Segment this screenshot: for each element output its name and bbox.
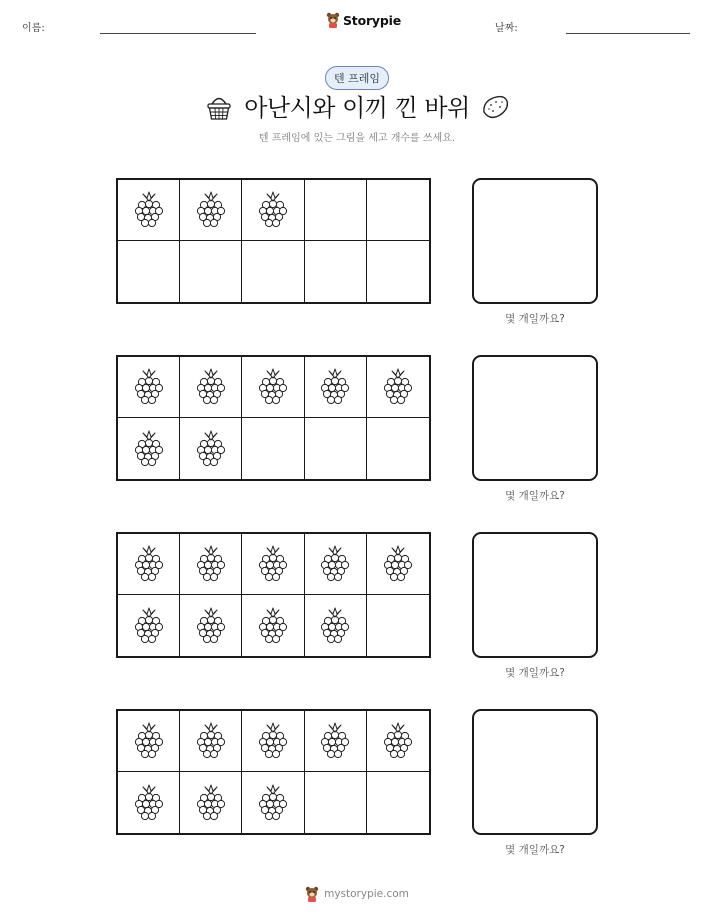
frame-cell [367, 772, 429, 833]
frame-cell [118, 241, 180, 302]
frame-cell [180, 180, 242, 241]
frame-cell [367, 534, 429, 595]
raspberry-icon [131, 784, 167, 822]
raspberry-icon [380, 368, 416, 406]
answer-box[interactable] [472, 709, 598, 835]
frame-cell [118, 595, 180, 656]
date-line[interactable] [566, 33, 690, 34]
question-label: 몇 개일까요? [505, 313, 565, 325]
frame-cell [180, 534, 242, 595]
frame-cell [367, 357, 429, 418]
worksheet-title: 아난시와 이끼 낀 바위 [244, 94, 470, 122]
raspberry-icon [317, 722, 353, 760]
ten-frame [116, 355, 431, 481]
raspberry-icon [131, 191, 167, 229]
question-label: 몇 개일까요? [505, 844, 565, 856]
rock-icon [480, 92, 510, 122]
frame-cell [180, 241, 242, 302]
raspberry-icon [193, 607, 229, 645]
raspberry-icon [255, 545, 291, 583]
raspberry-icon [317, 368, 353, 406]
ten-frame [116, 532, 431, 658]
frame-cell [305, 418, 367, 479]
frame-cell [367, 241, 429, 302]
frame-cell [367, 711, 429, 772]
frame-cell [118, 180, 180, 241]
date-label: 날짜: [495, 23, 518, 34]
frame-cell [305, 595, 367, 656]
raspberry-icon [255, 722, 291, 760]
brand-logo [326, 12, 401, 28]
frame-cell [180, 711, 242, 772]
footer [0, 886, 714, 902]
raspberry-icon [131, 368, 167, 406]
frame-cell [242, 180, 304, 241]
raspberry-icon [380, 545, 416, 583]
answer-box[interactable] [472, 178, 598, 304]
frame-cell [118, 711, 180, 772]
raspberry-icon [193, 430, 229, 468]
question-label: 몇 개일까요? [505, 667, 565, 679]
raspberry-icon [131, 607, 167, 645]
frame-cell [305, 180, 367, 241]
brand-name: Storypie [343, 12, 401, 28]
answer-box[interactable] [472, 355, 598, 481]
raspberry-icon [193, 368, 229, 406]
frame-cell [305, 772, 367, 833]
frame-cell [180, 595, 242, 656]
frame-cell [242, 711, 304, 772]
frame-cell [305, 357, 367, 418]
question-label: 몇 개일까요? [505, 490, 565, 502]
answer-box[interactable] [472, 532, 598, 658]
frame-cell [242, 418, 304, 479]
frame-cell [305, 711, 367, 772]
raspberry-icon [131, 430, 167, 468]
raspberry-icon [317, 545, 353, 583]
frame-cell [118, 772, 180, 833]
ten-frame [116, 709, 431, 835]
instructions: 텐 프레임에 있는 그림을 세고 개수를 쓰세요. [258, 133, 456, 144]
topic-badge: 텐 프레임 [325, 66, 389, 90]
raspberry-icon [193, 545, 229, 583]
footer-url[interactable]: mystorypie.com [324, 888, 409, 900]
frame-cell [242, 595, 304, 656]
raspberry-icon [255, 191, 291, 229]
frame-cell [242, 772, 304, 833]
raspberry-icon [193, 722, 229, 760]
frame-cell [118, 534, 180, 595]
frame-cell [180, 357, 242, 418]
raspberry-icon [131, 545, 167, 583]
frame-cell [367, 180, 429, 241]
frame-cell [242, 534, 304, 595]
raspberry-icon [380, 722, 416, 760]
frame-cell [118, 357, 180, 418]
frame-cell [180, 418, 242, 479]
raspberry-icon [255, 784, 291, 822]
name-line[interactable] [100, 33, 256, 34]
bear-icon [326, 12, 340, 28]
frame-cell [305, 534, 367, 595]
frame-cell [367, 595, 429, 656]
raspberry-icon [193, 191, 229, 229]
frame-cell [242, 357, 304, 418]
raspberry-icon [193, 784, 229, 822]
frame-cell [367, 418, 429, 479]
raspberry-icon [131, 722, 167, 760]
frame-cell [180, 772, 242, 833]
frame-cell [118, 418, 180, 479]
name-label: 이름: [22, 23, 45, 34]
raspberry-icon [255, 368, 291, 406]
ten-frame [116, 178, 431, 304]
bear-icon [305, 886, 319, 902]
raspberry-icon [317, 607, 353, 645]
frame-cell [305, 241, 367, 302]
frame-cell [242, 241, 304, 302]
raspberry-icon [255, 607, 291, 645]
